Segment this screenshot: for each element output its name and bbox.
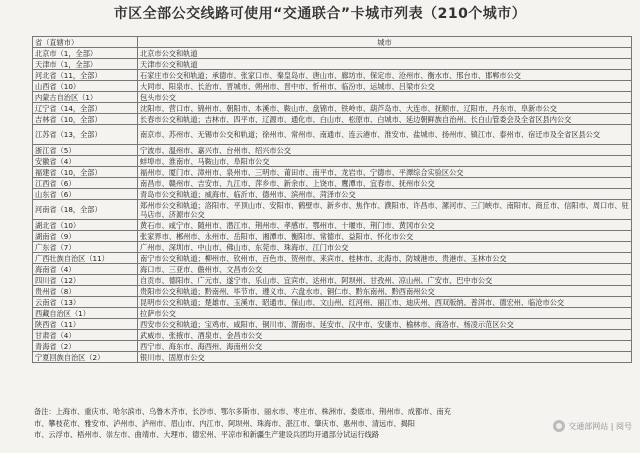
- table-row: [33, 330, 632, 341]
- province-cell: 河南省（18，全部）: [33, 200, 138, 220]
- province-cell: 浙江省（5）: [33, 145, 138, 156]
- cities-cell: 西安市公交和轨道；宝鸡市、咸阳市、铜川市、渭南市、延安市、汉中市、安康市、榆林市、商洛市、杨凌示范区公交: [138, 319, 632, 330]
- table-row: [33, 200, 632, 220]
- province-cell: 福建省（10，全部）: [33, 167, 138, 178]
- table-row: [33, 189, 632, 200]
- province-cell: 四川省（12）: [33, 275, 138, 286]
- cities-cell: 南京市、苏州市、无锡市公交和轨道；徐州市、常州市、南通市、连云港市、淮安市、盐城市、扬州市、镇江市、泰州市、宿迁市及全省区县公交: [138, 125, 632, 145]
- province-cell: 青海省（2）: [33, 341, 138, 352]
- cities-cell: 拉萨市公交: [138, 308, 632, 319]
- table-row: [33, 220, 632, 231]
- table-row: [33, 319, 632, 330]
- cities-cell: 宁波市、温州市、嘉兴市、台州市、绍兴市公交: [138, 145, 632, 156]
- province-cell: 广西壮族自治区（11）: [33, 253, 138, 264]
- province-cell: 山东省（6）: [33, 189, 138, 200]
- province-cell: 河北省（11，全部）: [33, 70, 138, 81]
- table-row: [33, 308, 632, 319]
- table-row: [33, 81, 632, 92]
- province-cell: 北京市（1，全部）: [33, 48, 138, 59]
- province-cell: 云南省（13）: [33, 297, 138, 308]
- table-row: [33, 341, 632, 352]
- province-cell: 湖南省（9）: [33, 231, 138, 242]
- watermark: [553, 419, 632, 433]
- table-row: [33, 103, 632, 114]
- province-cell: 安徽省（4）: [33, 156, 138, 167]
- cities-cell: 黄石市、咸宁市、随州市、潜江市、荆州市、孝感市、鄂州市、十堰市、荆门市、黄冈市公交: [138, 220, 632, 231]
- province-cell: 陕西省（11）: [33, 319, 138, 330]
- notes-line-text: 上海市、重庆市、哈尔滨市、乌鲁木齐市、长沙市、鄂尔多斯市、丽水市、枣庄市、株洲市、娄底市、荆州市、成都市、南充: [55, 407, 451, 416]
- cities-cell: 郑州市公交和轨道；洛阳市、平顶山市、安阳市、鹤壁市、新乡市、焦作市、濮阳市、许昌市、漯河市、三门峡市、南阳市、商丘市、信阳市、周口市、驻马店市、济源市公交: [138, 200, 632, 220]
- table-row: [33, 242, 632, 253]
- wechat-icon: [553, 420, 565, 432]
- province-cell: 甘肃省（4）: [33, 330, 138, 341]
- cities-cell: 蚌埠市、淮南市、马鞍山市、阜阳市公交: [138, 156, 632, 167]
- notes-block: [34, 406, 600, 441]
- table-row: [33, 231, 632, 242]
- province-cell: 吉林省（10，全部）: [33, 114, 138, 125]
- cities-cell: 广州市、深圳市、中山市、佛山市、东莞市、珠海市、江门市公交: [138, 242, 632, 253]
- province-cell: 湖北省（10）: [33, 220, 138, 231]
- cities-cell: 青岛市公交和轨道；威海市、临沂市、德州市、滨州市、菏泽市公交: [138, 189, 632, 200]
- table-row: [33, 125, 632, 145]
- table-row: [33, 59, 632, 70]
- table-row: [33, 48, 632, 59]
- province-cell: 海南省（4）: [33, 264, 138, 275]
- province-cell: 西藏自治区（1）: [33, 308, 138, 319]
- cities-cell: 沈阳市、营口市、锦州市、朝阳市、本溪市、鞍山市、盘锦市、铁岭市、葫芦岛市、大连市、抚顺市、辽阳市、丹东市、阜新市公交: [138, 103, 632, 114]
- document-title: 市区全部公交线路可使用“交通联合”卡城市列表（210个城市）: [113, 6, 527, 22]
- notes-line: [34, 406, 600, 418]
- province-cell: 天津市（1，全部）: [33, 59, 138, 70]
- cities-cell: 武威市、张掖市、酒泉市、金昌市公交: [138, 330, 632, 341]
- city-table: [32, 36, 632, 363]
- table-row: [33, 145, 632, 156]
- table-row: [33, 286, 632, 297]
- cities-cell: 贵阳市公交和轨道；黔南州、毕节市、遵义市、六盘水市、铜仁市、黔东南州、黔西南州公交: [138, 286, 632, 297]
- cities-cell: 南昌市、赣州市、吉安市、九江市、萍乡市、新余市、上饶市、鹰潭市、宜春市、抚州市公交: [138, 178, 632, 189]
- province-cell: 宁夏回族自治区（2）: [33, 352, 138, 363]
- cities-cell: 天津市公交和轨道: [138, 59, 632, 70]
- cities-cell: 福州市、厦门市、漳州市、泉州市、三明市、莆田市、南平市、龙岩市、宁德市、平潭综合实验区公交: [138, 167, 632, 178]
- cities-cell: 昆明市公交和轨道；楚雄市、玉溪市、昭通市、保山市、文山州、红河州、丽江市、迪庆州、西双版纳、普洱市、德宏州、临沧市公交: [138, 297, 632, 308]
- table-header-row: [33, 37, 632, 48]
- table-row: [33, 297, 632, 308]
- province-cell: 辽宁省（14，全部）: [33, 103, 138, 114]
- province-cell: 江西省（6）: [33, 178, 138, 189]
- table-row: [33, 70, 632, 81]
- notes-label: 备注：: [34, 407, 56, 416]
- cities-cell: 南宁市公交和轨道；柳州市、钦州市、百色市、贺州市、来宾市、桂林市、北海市、防城港市、贵港市、玉林市公交: [138, 253, 632, 264]
- cities-cell: 张家界市、郴州市、永州市、岳阳市、湘潭市、衡阳市、常德市、益阳市、怀化市公交: [138, 231, 632, 242]
- table-row: [33, 156, 632, 167]
- province-cell: 江苏省（13，全部）: [33, 125, 138, 145]
- cities-cell: 海口市、三亚市、儋州市、文昌市公交: [138, 264, 632, 275]
- cities-cell: 大同市、阳泉市、长治市、晋城市、朔州市、晋中市、忻州市、临汾市、运城市、吕梁市公交: [138, 81, 632, 92]
- cities-cell: 银川市、固原市公交: [138, 352, 632, 363]
- table-row: [33, 92, 632, 103]
- table-row: [33, 178, 632, 189]
- watermark-text: 交通部网站 | 阅号: [568, 421, 632, 431]
- table-row: [33, 253, 632, 264]
- header-cities: 城市: [138, 37, 632, 48]
- table-row: [33, 264, 632, 275]
- table-row: [33, 352, 632, 363]
- table-row: [33, 114, 632, 125]
- header-province: 省（直辖市）: [33, 37, 138, 48]
- province-cell: 内蒙古自治区（1）: [33, 92, 138, 103]
- cities-cell: 石家庄市公交和轨道；承德市、张家口市、秦皇岛市、唐山市、廊坊市、保定市、沧州市、衡水市、邢台市、邯郸市公交: [138, 70, 632, 81]
- city-table-body: [33, 37, 632, 363]
- cities-cell: 西宁市、海东市、海西州、海南州公交: [138, 341, 632, 352]
- table-row: [33, 167, 632, 178]
- table-row: [33, 275, 632, 286]
- notes-line: 市、攀枝花市、雅安市、泸州市、泸州市、眉山市、内江市、阿坝州、珠海市、湛江市、肇庆市、惠州市、清远市、揭阳: [34, 418, 415, 428]
- province-cell: 广东省（7）: [33, 242, 138, 253]
- province-cell: 贵州省（8）: [33, 286, 138, 297]
- cities-cell: 包头市公交: [138, 92, 632, 103]
- province-cell: 山西省（10）: [33, 81, 138, 92]
- cities-cell: 北京市公交和轨道: [138, 48, 632, 59]
- notes-line: 市、云浮市、梧州市、崇左市、曲靖市、大理市、德宏州、平凉市和新疆生产建设兵团均开通部分试运行线路: [34, 430, 380, 440]
- cities-cell: 长春市公交和轨道；吉林市、四平市、辽源市、通化市、白山市、松原市、白城市、延边朝鲜族自治州、长白山管委会及全省区县内公交: [138, 114, 632, 125]
- cities-cell: 自贡市、德阳市、广元市、遂宁市、乐山市、宜宾市、达州市、阿坝州、甘孜州、凉山州、广安市、巴中市公交: [138, 275, 632, 286]
